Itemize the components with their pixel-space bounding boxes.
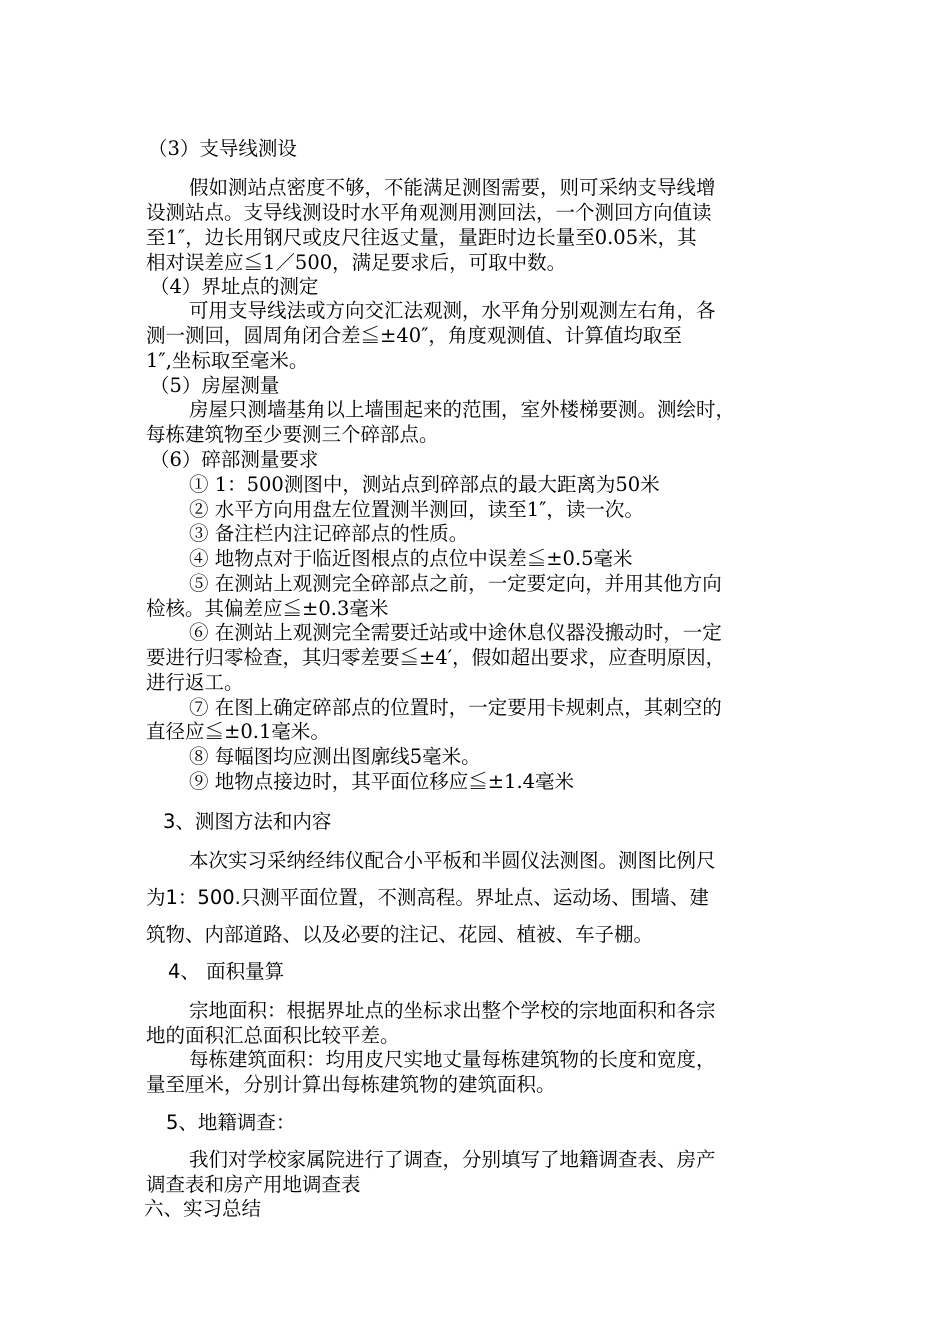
- paragraph-line: 每栋建筑物至少要测三个碎部点。: [146, 423, 439, 446]
- heading-3-branch-traverse: （3）支导线测设: [148, 137, 297, 160]
- list-item: ① 1：500测图中，测站点到碎部点的最大距离为50米: [189, 473, 660, 496]
- paragraph-line: 本次实习采纳经纬仪配合小平板和半圆仪法测图。测图比例尺: [189, 849, 716, 872]
- section-4-heading: 4、 面积量算: [168, 960, 285, 983]
- paragraph-line: 为1：500.只测平面位置，不测高程。界址点、运动场、围墙、建: [146, 886, 709, 909]
- paragraph-line: 调查表和房产用地调查表: [146, 1173, 361, 1196]
- section-3-heading: 3、测图方法和内容: [163, 810, 332, 833]
- paragraph-line: 测一测回，圆周角闭合差≦±40″，角度观测值、计算值均取至: [146, 324, 682, 347]
- paragraph-line: 房屋只测墙基角以上墙围起来的范围，室外楼梯要测。测绘时，: [189, 398, 736, 421]
- heading-6-detail-survey: （6）碎部测量要求: [150, 448, 319, 471]
- list-item-continuation: 进行返工。: [146, 671, 244, 694]
- paragraph-line: 可用支导线法或方向交汇法观测，水平角分别观测左右角，各: [189, 299, 716, 322]
- paragraph-line: 我们对学校家属院进行了调查，分别填写了地籍调查表、房产: [189, 1148, 716, 1171]
- paragraph-line: 至1″，边长用钢尺或皮尺往返丈量，量距时边长量至0.05米，其: [146, 226, 697, 249]
- heading-4-boundary-points: （4）界址点的测定: [150, 275, 319, 298]
- paragraph-line: 地的面积汇总面积比较平差。: [146, 1024, 400, 1047]
- section-5-heading: 5、地籍调查：: [166, 1111, 296, 1134]
- list-item: ⑦ 在图上确定碎部点的位置时，一定要用卡规刺点，其刺空的: [189, 696, 722, 719]
- paragraph-line: 量至厘米，分别计算出每栋建筑物的建筑面积。: [146, 1073, 556, 1096]
- chapter-6-heading: 六、实习总结: [144, 1197, 262, 1220]
- list-item: ② 水平方向用盘左位置测半测回，读至1″，读一次。: [189, 498, 644, 521]
- paragraph-line: 1″,坐标取至毫米。: [146, 349, 309, 372]
- paragraph-line: 假如测站点密度不够，不能满足测图需要，则可采纳支导线增: [189, 176, 716, 199]
- list-item-continuation: 检核。其偏差应≦±0.3毫米: [146, 597, 389, 620]
- paragraph-line: 相对误差应≦1／500，满足要求后，可取中数。: [146, 251, 567, 274]
- list-item: ⑨ 地物点接边时，其平面位移应≦±1.4毫米: [189, 770, 575, 793]
- paragraph-line: 宗地面积：根据界址点的坐标求出整个学校的宗地面积和各宗: [189, 999, 716, 1022]
- paragraph-line: 每栋建筑面积：均用皮尺实地丈量每栋建筑物的长度和宽度，: [189, 1048, 716, 1071]
- list-item-continuation: 直径应≦±0.1毫米。: [146, 720, 330, 743]
- list-item: ⑧ 每幅图均应测出图廓线5毫米。: [189, 745, 481, 768]
- heading-5-building-survey: （5）房屋测量: [150, 374, 280, 397]
- list-item: ④ 地物点对于临近图根点的点位中误差≦±0.5毫米: [189, 547, 633, 570]
- list-item: ③ 备注栏内注记碎部点的性质。: [189, 522, 469, 545]
- paragraph-line: 筑物、内部道路、以及必要的注记、花园、植被、车子棚。: [146, 923, 654, 946]
- paragraph-line: 设测站点。支导线测设时水平角观测用测回法，一个测回方向值读: [146, 201, 712, 224]
- list-item: ⑥ 在测站上观测完全需要迁站或中途休息仪器没搬动时，一定: [189, 621, 722, 644]
- list-item: ⑤ 在测站上观测完全碎部点之前，一定要定向，并用其他方向: [189, 572, 722, 595]
- list-item-continuation: 要进行归零检查，其归零差要≦±4′，假如超出要求，应查明原因，: [146, 646, 726, 669]
